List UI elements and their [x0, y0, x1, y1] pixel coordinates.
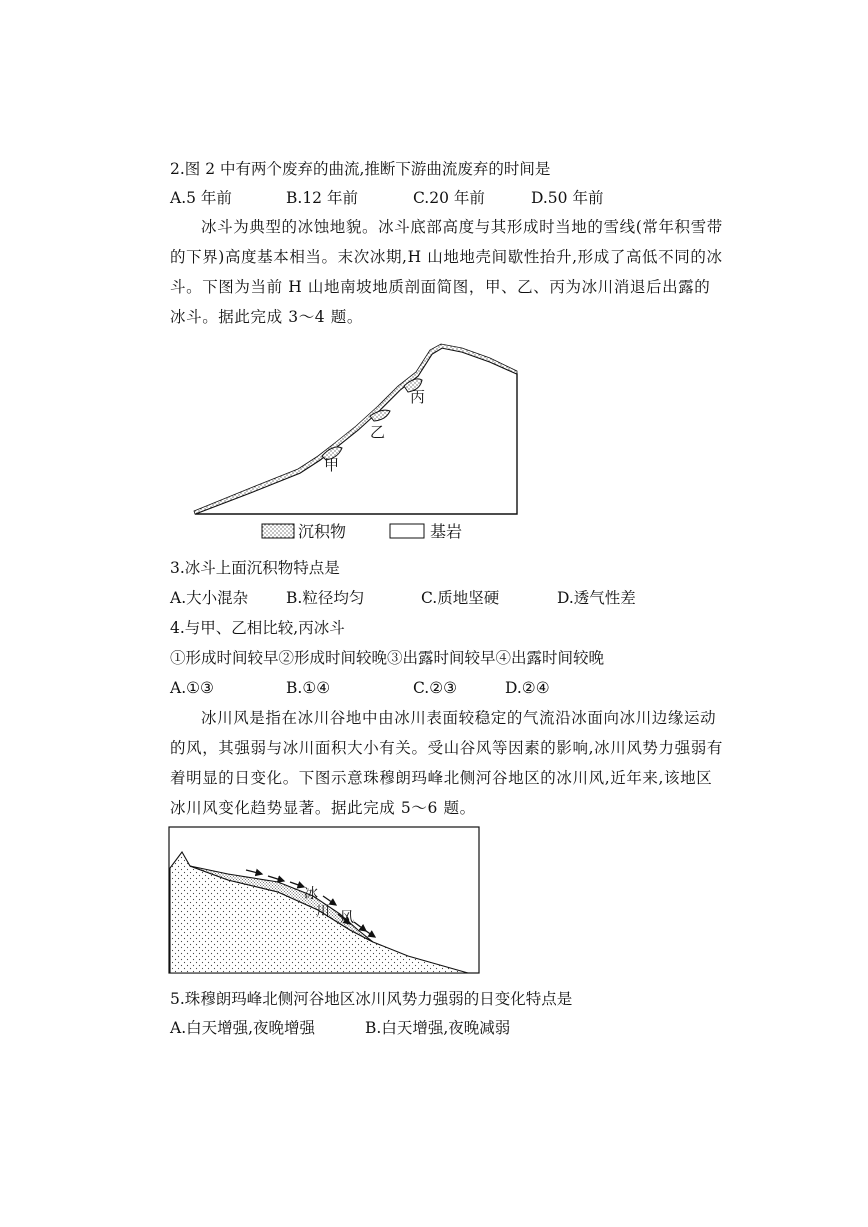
label-chuan-char: 川	[316, 904, 330, 920]
label-bing-char: 冰	[304, 886, 318, 902]
q2-option-a: A.5 年前	[170, 189, 232, 207]
q4-statements: ①形成时间较早②形成时间较晚③出露时间较早④出露时间较晚	[170, 649, 605, 667]
q4-stem: 4.与甲、乙相比较,丙冰斗	[170, 619, 345, 637]
legend-sediment-swatch	[262, 524, 294, 538]
q3-stem: 3.冰斗上面沉积物特点是	[170, 559, 340, 577]
label-bing: 丙	[410, 388, 426, 406]
passage-glacier-wind: 冰川风是指在冰川谷地中由冰川表面较稳定的气流沿冰面向冰川边缘运动的风，其强弱与冰川面积大小有关。受山谷风等因素的影响,冰川风势力强弱有着明显的日变化。下图示意珠穆朗玛峰北侧河谷地区的冰川风,近年来,该地区冰川风变化趋势显著。据此完成 5～6 题。	[170, 709, 723, 817]
q3-option-a: A.大小混杂	[170, 589, 249, 607]
figure-glacier-wind	[168, 826, 482, 976]
legend-sediment-label: 沉积物	[298, 522, 347, 541]
q3-option-c: C.质地坚硬	[421, 589, 500, 607]
q4-option-c: C.②③	[413, 679, 458, 697]
q4-option-d: D.②④	[505, 679, 550, 697]
q2-stem: 2.图 2 中有两个废弃的曲流,推断下游曲流废弃的时间是	[170, 160, 551, 178]
q4-option-a: A.①③	[170, 679, 214, 697]
label-feng-char: 风	[340, 910, 354, 926]
q2-option-c: C.20 年前	[413, 189, 485, 207]
q5-option-a: A.白天增强,夜晚增强	[170, 1019, 316, 1037]
label-jia: 甲	[324, 456, 340, 474]
figure-cirque-profile	[190, 338, 530, 543]
q4-option-b: B.①④	[286, 679, 331, 697]
q3-option-b: B.粒径均匀	[286, 589, 365, 607]
passage-cirque: 冰斗为典型的冰蚀地貌。冰斗底部高度与其形成时当地的雪线(常年积雪带的下界)高度基本相当。末次冰期,H 山地地壳间歇性抬升,形成了高低不同的冰斗。下图为当前 H 山地南坡地质剖面简图，甲、乙、丙为冰川消退后出露的冰斗。据此完成 3～4 题。	[170, 218, 723, 326]
legend-bedrock-swatch	[390, 524, 424, 538]
q2-option-b: B.12 年前	[286, 189, 358, 207]
label-yi: 乙	[370, 423, 386, 441]
q5-option-b: B.白天增强,夜晚减弱	[365, 1019, 511, 1037]
q2-option-d: D.50 年前	[531, 189, 604, 207]
legend-bedrock-label: 基岩	[430, 522, 463, 541]
q5-stem: 5.珠穆朗玛峰北侧河谷地区冰川风势力强弱的日变化特点是	[170, 990, 573, 1008]
q3-option-d: D.透气性差	[557, 589, 636, 607]
